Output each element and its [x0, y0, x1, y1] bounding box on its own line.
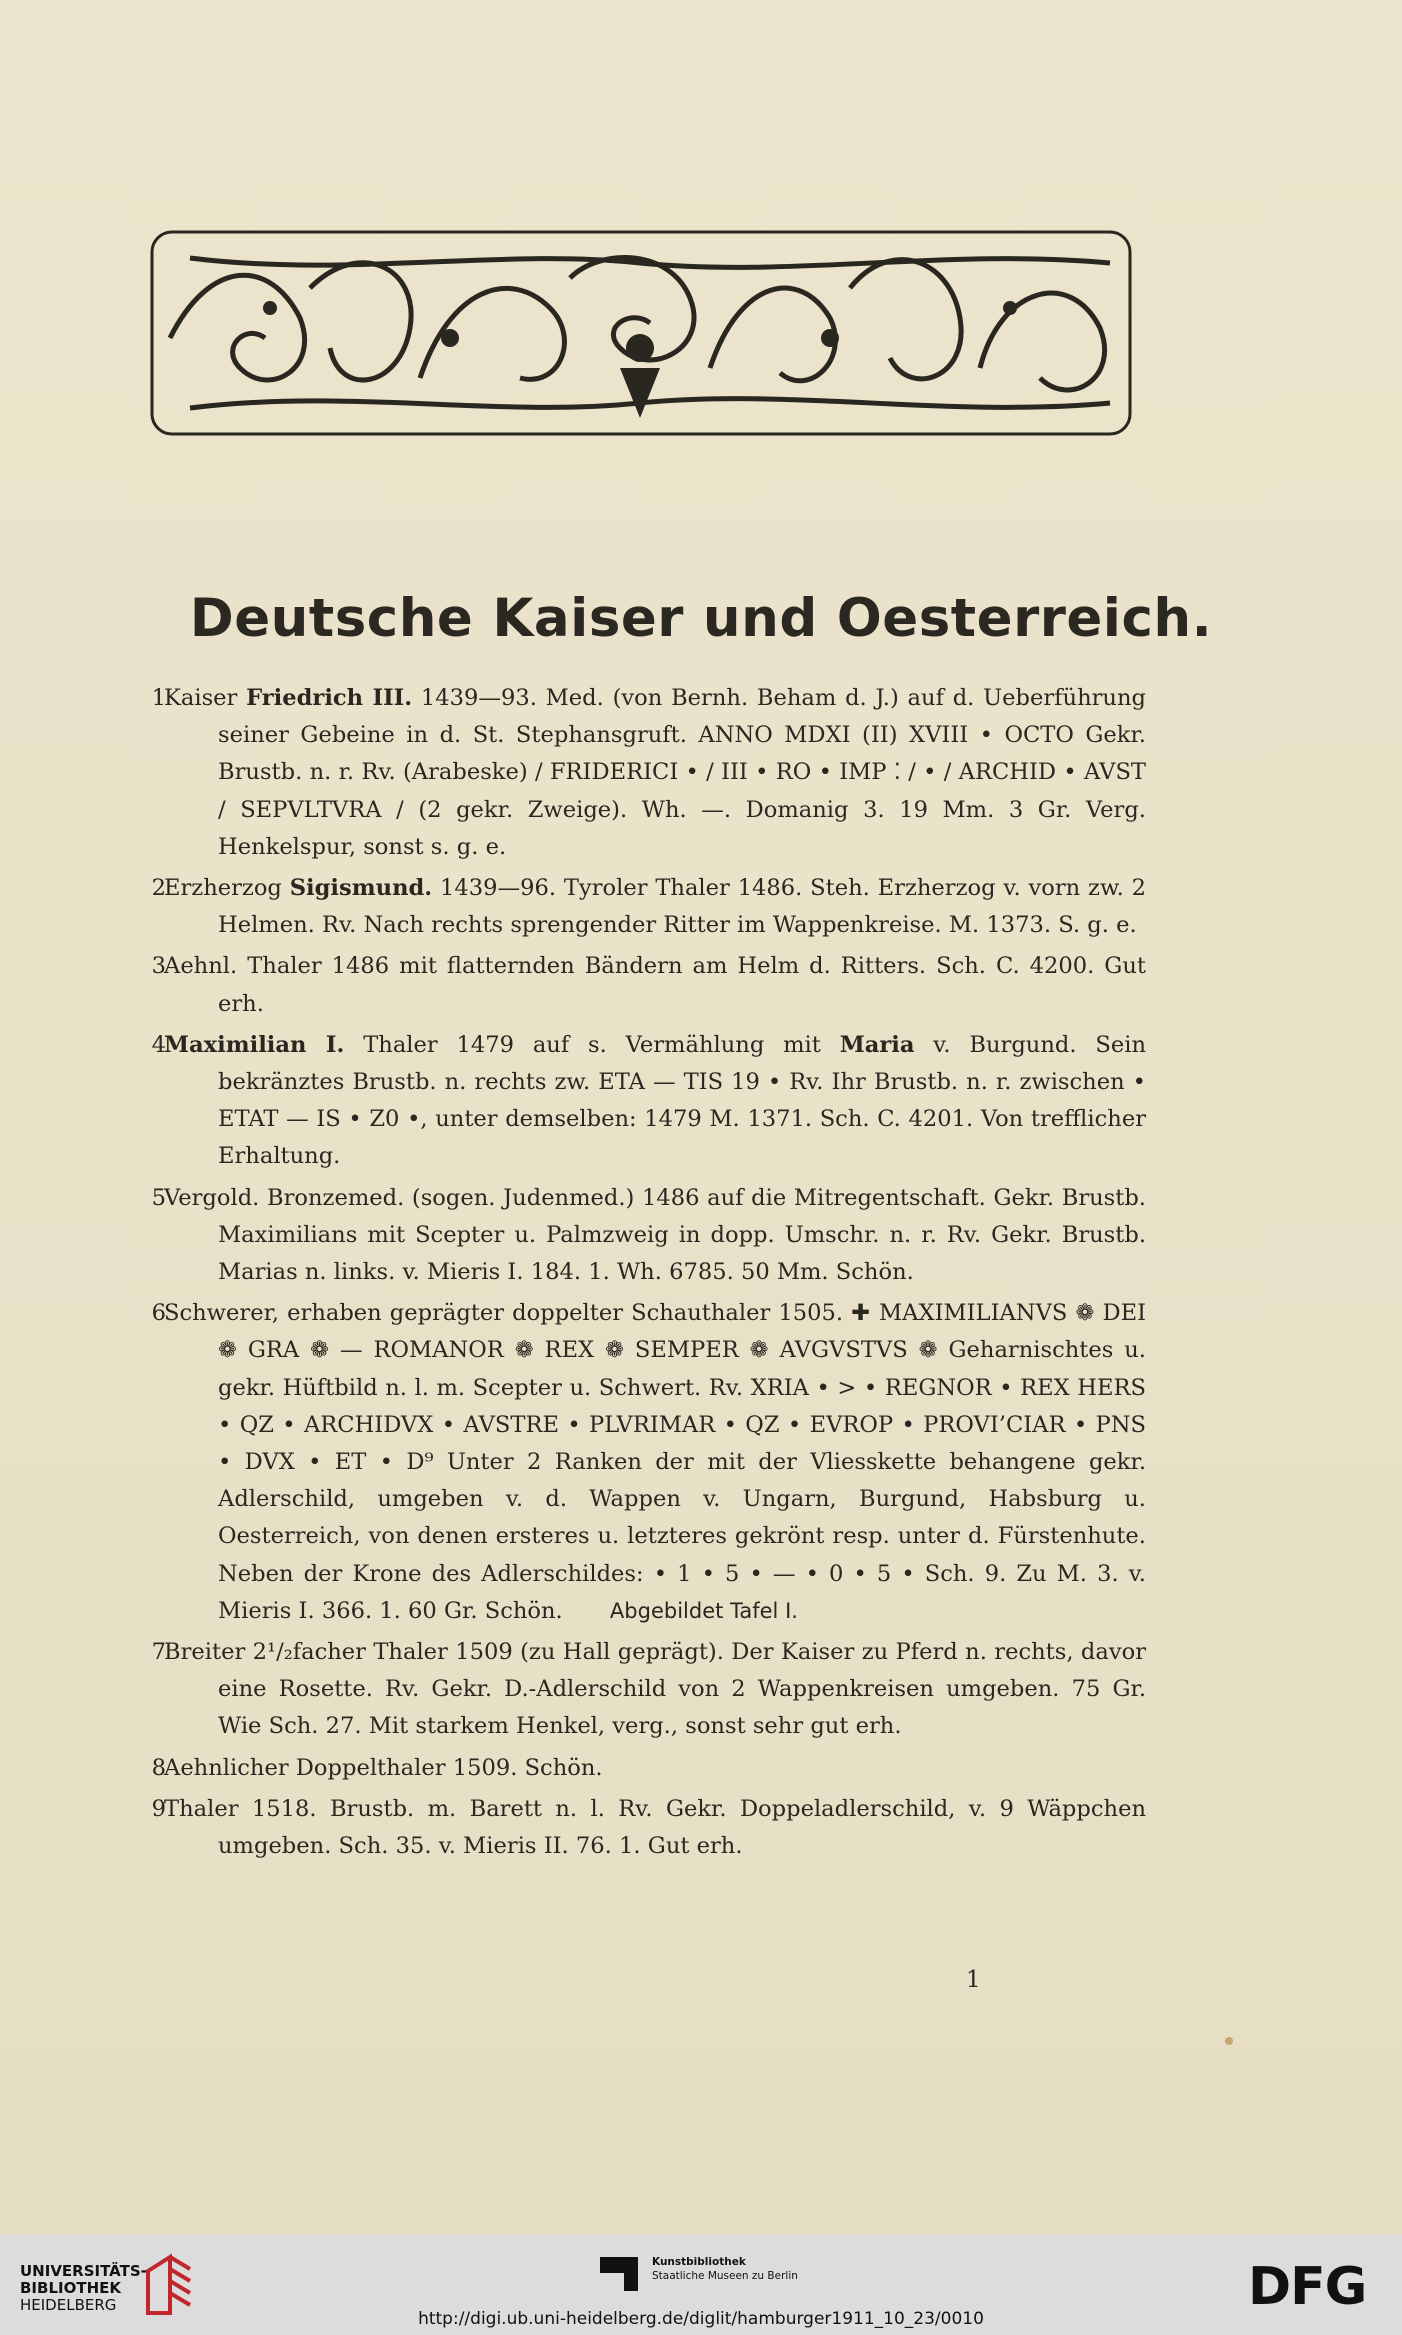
- catalogue-entry: [146, 948, 1146, 1022]
- library-name: [20, 2263, 147, 2314]
- kunstbibliothek-logo-icon: [598, 2253, 640, 2295]
- ornamental-header-vignette: [150, 228, 1132, 438]
- entry-number: 4: [151, 1031, 166, 1058]
- entry-number: 3: [151, 953, 166, 980]
- entry-text: Aehnlicher Doppelthaler 1509. Schön.: [164, 1754, 603, 1781]
- catalogue-entry: [146, 680, 1146, 866]
- entry-text: Thaler 1518. Brustb. m. Barett n. l. Rv. Gekr. Doppeladlerschild, v. 9 Wäppchen umgeben. Sch. 35. v. Mieris II. 76. 1. Gut erh.: [164, 1795, 1146, 1860]
- catalogue-entry: [146, 1791, 1146, 1865]
- entry-text: Vergold. Bronzemed. (sogen. Judenmed.) 1486 auf die Mitregentschaft. Gekr. Brustb. Maximilians mit Scepter u. Palmzweig in dopp. Umschr. n. r. Rv. Gekr. Brustb. Marias n. links. v. Mieris I. 184. 1. Wh. 6785. 50 Mm. Schön.: [164, 1184, 1146, 1286]
- entry-number: 7: [151, 1639, 166, 1666]
- catalogue-entry: [146, 1634, 1146, 1746]
- source-url-link[interactable]: http://digi.ub.uni-heidelberg.de/diglit/hamburger1911_10_23/0010: [418, 2309, 984, 2329]
- entry-text: Kaiser Friedrich III. 1439—93. Med. (von Bernh. Beham d. J.) auf d. Ueberführung seiner Gebeine in d. St. Stephansgruft. ANNO MDXI (II) XVIII • OCTO Gekr. Brustb. n. r. Rv. (Arabeske) / FRIDERICI • / III • RO • IMP ⁚ / • / ARCHID • AVST / SEPVLTVRA / (2 gekr. Zweige). Wh. —. Domanig 3. 19 Mm. 3 Gr. Verg. Henkelspur, sonst s. g. e.: [164, 685, 1146, 860]
- digitization-footer: [0, 2235, 1402, 2335]
- entry-text: Maximilian I. Thaler 1479 auf s. Vermählung mit Maria v. Burgund. Sein bekränztes Brustb. n. rechts zw. ETA — TIS 19 • Rv. Ihr Brustb. n. r. zwischen • ETAT — IS • Z0 •, unter demselben: 1479 M. 1371. Sch. C. 4201. Von trefflicher Erhaltung.: [164, 1031, 1146, 1170]
- entry-number: 2: [151, 875, 166, 902]
- library-name-line2: BIBLIOTHEK: [20, 2279, 121, 2297]
- section-title: Deutsche Kaiser und Oesterreich.: [189, 588, 1213, 649]
- kunstbibliothek-label: [652, 2255, 798, 2283]
- dfg-logo: DFG: [1248, 2257, 1367, 2317]
- entry-number: 9: [151, 1795, 166, 1822]
- kunstbibliothek-line1: Kunstbibliothek: [652, 2256, 746, 2268]
- entry-text: Aehnl. Thaler 1486 mit flatternden Bändern am Helm d. Ritters. Sch. C. 4200. Gut erh.: [164, 953, 1146, 1017]
- library-name-line3: HEIDELBERG: [20, 2296, 117, 2314]
- catalogue-entry: [146, 1027, 1146, 1176]
- entry-text: Breiter 2¹/₂facher Thaler 1509 (zu Hall geprägt). Der Kaiser zu Pferd n. rechts, davor eine Rosette. Rv. Gekr. D.-Adlerschild von 2 Wappenkreisen umgeben. 75 Gr. Wie Sch. 27. Mit starkem Henkel, verg., sonst sehr gut erh.: [164, 1639, 1146, 1740]
- entry-number: 8: [151, 1754, 166, 1781]
- entry-number: 5: [151, 1184, 166, 1211]
- entry-number: 1: [151, 685, 166, 711]
- catalogue-entries: [146, 680, 1146, 1869]
- entry-number: 6: [151, 1300, 166, 1327]
- catalogue-entry: [146, 1295, 1146, 1630]
- library-name-line1: UNIVERSITÄTS-: [20, 2262, 147, 2280]
- kunstbibliothek-line2: Staatliche Museen zu Berlin: [652, 2270, 798, 2282]
- catalogue-entry: [146, 1180, 1146, 1292]
- entry-text: Erzherzog Sigismund. 1439—96. Tyroler Thaler 1486. Steh. Erzherzog v. vorn zw. 2 Helmen. Rv. Nach rechts sprengender Ritter im Wappenkreise. M. 1373. S. g. e.: [164, 875, 1146, 939]
- page-number: 1: [966, 1967, 981, 1993]
- entry-text: Schwerer, erhaben geprägter doppelter Schauthaler 1505. ✚ MAXIMILIANVS ❁ DEI ❁ GRA ❁ — ROMANOR ❁ REX ❁ SEMPER ❁ AVGVSTVS ❁ Geharnischtes u. gekr. Hüftbild n. l. m. Scepter u. Schwert. Rv. XRIA • > • REGNOR • REX HERS • QZ • ARCHIDVX • AVSTRE • PLVRIMAR • QZ • EVROP • PROVI’CIAR • PNS • DVX • ET • D⁹ Unter 2 Ranken der mit der Vliesskette behangene gekr. Adlerschild, umgeben v. d. Wappen v. Ungarn, Burgund, Habsburg u. Oesterreich, von denen ersteres u. letzteres gekrönt resp. unter d. Fürstenhute. Neben der Krone des Adlerschildes: • 1 • 5 • — • 0 • 5 • Sch. 9. Zu M. 3. v. Mieris I. 366. 1. 60 Gr. Schön. Abgebildet Tafel I.: [164, 1300, 1146, 1624]
- paper-spot: [1225, 2037, 1233, 2045]
- catalogue-entry: [146, 870, 1146, 944]
- catalogue-entry: [146, 1750, 1146, 1787]
